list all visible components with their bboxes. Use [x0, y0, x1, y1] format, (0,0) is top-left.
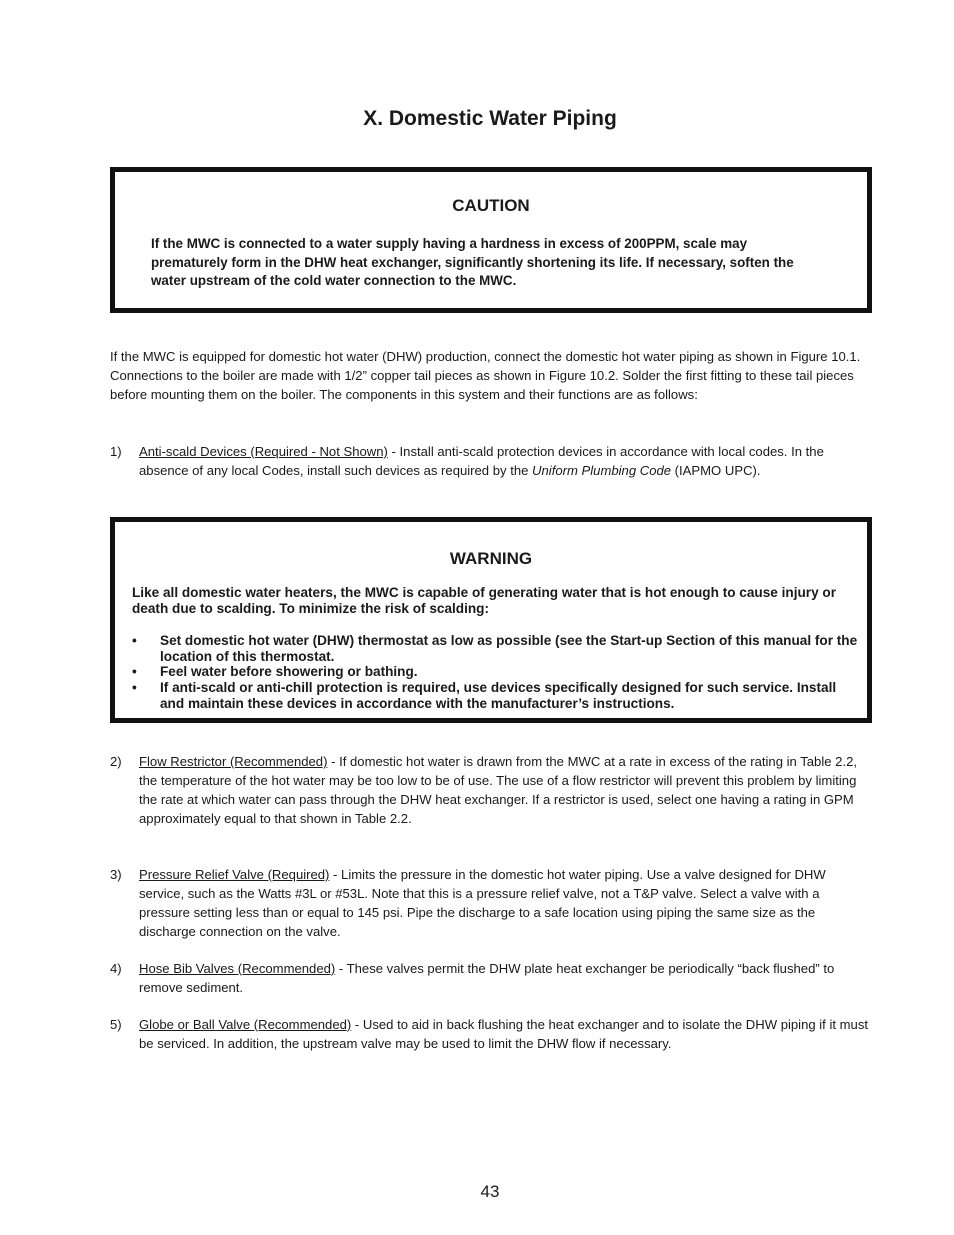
page-title: X. Domestic Water Piping [363, 107, 617, 130]
intro-paragraph: If the MWC is equipped for domestic hot water (DHW) production, connect the domestic hot water piping as shown in Figure 10.1. Connections to the boiler are made with 1/2” copper tail pieces as shown in Figure 10.2. Solder the first fitting to these tail pieces before mounting them on the boiler. The components in this system and their functions are as follows: [110, 349, 861, 402]
item-text: - Install anti-scald protection devices in accordance with local codes. In the absence of any local Codes, install such devices as required by the [139, 444, 824, 478]
item-text: - Used to aid in back flushing the heat exchanger and to isolate the DHW piping if it must be serviced. In addition, the upstream valve may be used to limit the DHW flow if necessary. [139, 1017, 869, 1051]
list-item-pressure-relief-valve [110, 865, 870, 941]
item-label: Globe or Ball Valve (Recommended) [139, 1017, 352, 1032]
item-number: 2) [110, 754, 122, 769]
item-italic-text: Uniform Plumbing Code [532, 463, 672, 478]
bullet-icon: • [132, 664, 137, 680]
warning-bullet [132, 680, 863, 711]
warning-bullet [132, 664, 863, 680]
item-label: Flow Restrictor (Recommended) [139, 754, 328, 769]
caution-heading: CAUTION [452, 196, 530, 215]
item-label: Anti-scald Devices (Required - Not Shown) [139, 444, 388, 459]
warning-intro: Like all domestic water heaters, the MWC is capable of generating water that is hot enough to cause injury or death due to scalding. To minimize the risk of scalding: [132, 585, 837, 616]
warning-bullet-text: Feel water before showering or bathing. [160, 664, 418, 680]
item-label: Hose Bib Valves (Recommended) [139, 961, 336, 976]
warning-bullet [132, 633, 863, 664]
list-item-globe-ball-valve [110, 1015, 870, 1053]
warning-bullet-text: If anti-scald or anti-chill protection is required, use devices specifically designed for such service. Install and maintain these devices in accordance with the manufacturer’s instructions. [160, 680, 837, 711]
bullet-icon: • [132, 633, 137, 648]
bullet-icon: • [132, 680, 137, 696]
item-number: 5) [110, 1017, 122, 1032]
item-tail-text: (IAPMO UPC). [671, 463, 761, 478]
caution-box [110, 167, 872, 313]
item-label: Pressure Relief Valve (Required) [139, 867, 330, 882]
warning-bullet-list [132, 633, 863, 712]
caution-text: If the MWC is connected to a water supply having a hardness in excess of 200PPM, scale may prematurely form in the DHW heat exchanger, significantly shortening its life. If necessary, soften the water upstream of the cold water connection to the MWC. [151, 236, 794, 288]
list-item-hose-bib-valves [110, 959, 870, 997]
warning-bullet-text: Set domestic hot water (DHW) thermostat as low as possible (see the Start-up Section of this manual for the location of this thermostat. [160, 633, 858, 664]
warning-heading: WARNING [449, 549, 533, 568]
item-number: 4) [110, 961, 122, 976]
item-number: 3) [110, 867, 122, 882]
page-number: 43 [480, 1182, 500, 1201]
item-text: - Limits the pressure in the domestic hot water piping. Use a valve designed for DHW service, such as the Watts #3L or #53L. Note that this is a pressure relief valve, not a T&P valve. Select a valve with a pressure setting less than or equal to 145 psi. Pipe the discharge to a safe location using piping the same size as the discharge connection on the valve. [139, 867, 826, 939]
item-text: - These valves permit the DHW plate heat exchanger be periodically “back flushed” to remove sediment. [139, 961, 835, 995]
list-item-anti-scald [110, 442, 870, 480]
item-text: - If domestic hot water is drawn from the MWC at a rate in excess of the rating in Table 2.2, the temperature of the hot water may be too low to be of use. The use of a flow restrictor will prevent this problem by limiting the rate at which water can pass through the DHW heat exchanger. If a restrictor is used, select one having a rating in GPM approximately equal to that shown in Table 2.2. [139, 754, 858, 826]
warning-box [110, 517, 872, 723]
item-number: 1) [110, 444, 122, 459]
list-item-flow-restrictor [110, 752, 870, 828]
